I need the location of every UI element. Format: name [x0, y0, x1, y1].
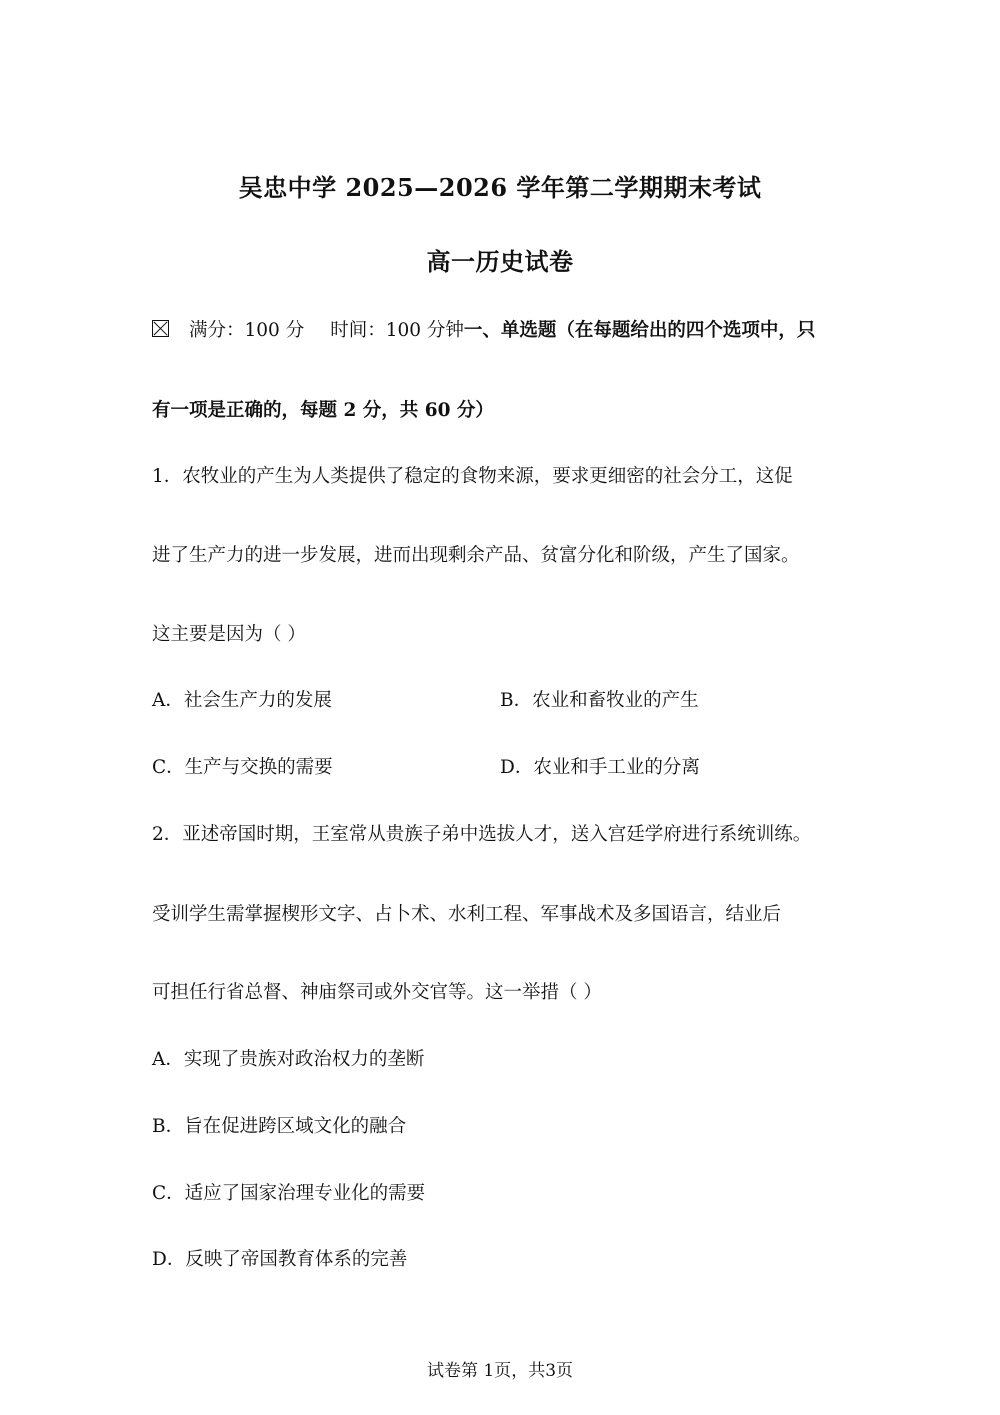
question-1-option-c: C．生产与交换的需要 [152, 757, 333, 778]
exam-info-line [152, 316, 815, 342]
question-2-option-a: A．实现了贵族对政治权力的垄断 [152, 1049, 425, 1070]
section-heading-part1: 一、单选题（在每题给出的四个选项中，只 [463, 320, 816, 341]
question-1-line-2: 进了生产力的进一步发展，进而出现剩余产品、贫富分化和阶级，产生了国家。 [152, 545, 800, 566]
question-2-option-c: C．适应了国家治理专业化的需要 [152, 1183, 426, 1204]
question-1-option-b: B．农业和畜牧业的产生 [500, 690, 699, 711]
page-footer: 试卷第 1页，共3页 [426, 1361, 574, 1381]
exam-time: 时间：100 分钟 [330, 320, 464, 341]
checkbox-crossed-icon [152, 320, 169, 337]
question-2-option-b: B．旨在促进跨区域文化的融合 [152, 1116, 407, 1137]
question-1-option-a: A．社会生产力的发展 [152, 690, 332, 711]
exam-subtitle: 高一历史试卷 [426, 247, 574, 276]
question-1-line-1: 1．农牧业的产生为人类提供了稳定的食物来源，要求更细密的社会分工，这促 [152, 466, 793, 487]
question-1-line-3: 这主要是因为（ ） [152, 624, 306, 645]
question-1-option-d: D．农业和手工业的分离 [500, 757, 700, 778]
question-2-line-1: 2．亚述帝国时期，王室常从贵族子弟中选拔人才，送入宫廷学府进行系统训练。 [152, 824, 812, 845]
exam-title: 吴忠中学 2025—2026 学年第二学期期末考试 [238, 173, 762, 202]
full-score: 满分：100 分 [189, 320, 305, 341]
section-heading-part2: 有一项是正确的，每题 2 分，共 60 分） [152, 400, 494, 421]
question-2-line-3: 可担任行省总督、神庙祭司或外交官等。这一举措（ ） [152, 982, 602, 1003]
question-2-line-2: 受训学生需掌握楔形文字、占卜术、水利工程、军事战术及多国语言，结业后 [152, 904, 782, 925]
question-2-option-d: D．反映了帝国教育体系的完善 [152, 1249, 408, 1270]
